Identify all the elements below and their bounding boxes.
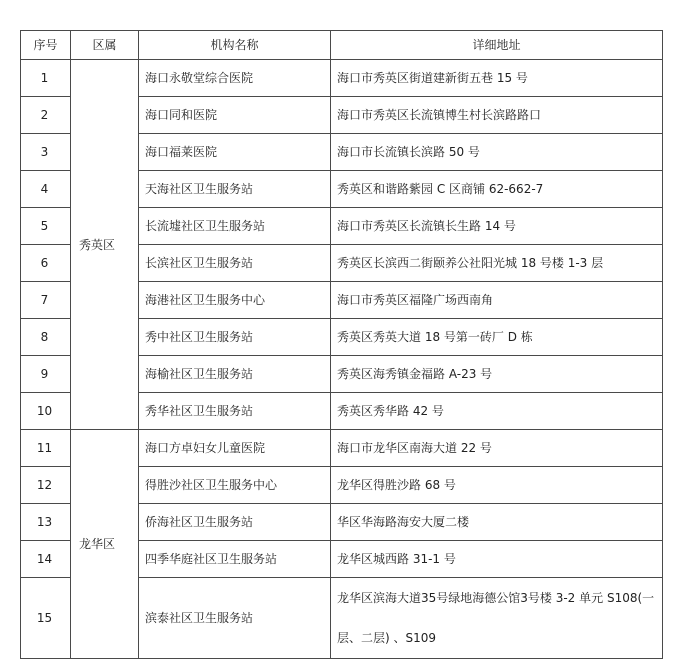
institution-name-cell: 秀华社区卫生服务站 [139, 393, 331, 430]
table-row [21, 60, 663, 97]
serial-number-cell: 3 [21, 134, 71, 171]
address-cell: 龙华区滨海大道35号绿地海德公馆3号楼 3-2 单元 S108(一层、二层) 、S109 [331, 578, 663, 659]
header-institution-name: 机构名称 [139, 31, 331, 60]
table-row [21, 430, 663, 467]
serial-number-cell: 4 [21, 171, 71, 208]
address-cell: 海口市秀英区长流镇长生路 14 号 [331, 208, 663, 245]
address-cell: 秀英区海秀镇金福路 A-23 号 [331, 356, 663, 393]
institution-table [20, 30, 663, 659]
header-district: 区属 [71, 31, 139, 60]
serial-number-cell: 5 [21, 208, 71, 245]
serial-number-cell: 1 [21, 60, 71, 97]
district-cell: 秀英区 [71, 60, 139, 430]
institution-name-cell: 秀中社区卫生服务站 [139, 319, 331, 356]
serial-number-cell: 7 [21, 282, 71, 319]
institution-name-cell: 长滨社区卫生服务站 [139, 245, 331, 282]
address-cell: 华区华海路海安大厦二楼 [331, 504, 663, 541]
address-cell: 龙华区城西路 31-1 号 [331, 541, 663, 578]
serial-number-cell: 6 [21, 245, 71, 282]
institution-table-container [20, 30, 662, 659]
table-header-row [21, 31, 663, 60]
institution-name-cell: 海口方卓妇女儿童医院 [139, 430, 331, 467]
serial-number-cell: 14 [21, 541, 71, 578]
institution-name-cell: 四季华庭社区卫生服务站 [139, 541, 331, 578]
institution-name-cell: 天海社区卫生服务站 [139, 171, 331, 208]
institution-name-cell: 得胜沙社区卫生服务中心 [139, 467, 331, 504]
header-address: 详细地址 [331, 31, 663, 60]
address-cell: 海口市秀英区长流镇博生村长滨路路口 [331, 97, 663, 134]
institution-name-cell: 海口福莱医院 [139, 134, 331, 171]
serial-number-cell: 9 [21, 356, 71, 393]
address-cell: 海口市长流镇长滨路 50 号 [331, 134, 663, 171]
serial-number-cell: 2 [21, 97, 71, 134]
serial-number-cell: 8 [21, 319, 71, 356]
institution-name-cell: 海榆社区卫生服务站 [139, 356, 331, 393]
institution-name-cell: 海港社区卫生服务中心 [139, 282, 331, 319]
address-cell: 秀英区秀英大道 18 号第一砖厂 D 栋 [331, 319, 663, 356]
address-cell: 海口市秀英区街道建新街五巷 15 号 [331, 60, 663, 97]
address-cell: 龙华区得胜沙路 68 号 [331, 467, 663, 504]
serial-number-cell: 12 [21, 467, 71, 504]
district-cell: 龙华区 [71, 430, 139, 659]
institution-name-cell: 海口同和医院 [139, 97, 331, 134]
serial-number-cell: 13 [21, 504, 71, 541]
institution-name-cell: 滨泰社区卫生服务站 [139, 578, 331, 659]
address-cell: 秀英区长滨西二街颐养公社阳光城 18 号楼 1-3 层 [331, 245, 663, 282]
address-cell: 秀英区秀华路 42 号 [331, 393, 663, 430]
institution-name-cell: 侨海社区卫生服务站 [139, 504, 331, 541]
header-serial-number: 序号 [21, 31, 71, 60]
address-cell: 海口市龙华区南海大道 22 号 [331, 430, 663, 467]
address-cell: 海口市秀英区福隆广场西南角 [331, 282, 663, 319]
serial-number-cell: 10 [21, 393, 71, 430]
institution-name-cell: 长流墟社区卫生服务站 [139, 208, 331, 245]
serial-number-cell: 15 [21, 578, 71, 659]
serial-number-cell: 11 [21, 430, 71, 467]
institution-name-cell: 海口永敬堂综合医院 [139, 60, 331, 97]
address-cell: 秀英区和谐路紫园 C 区商铺 62-662-7 [331, 171, 663, 208]
